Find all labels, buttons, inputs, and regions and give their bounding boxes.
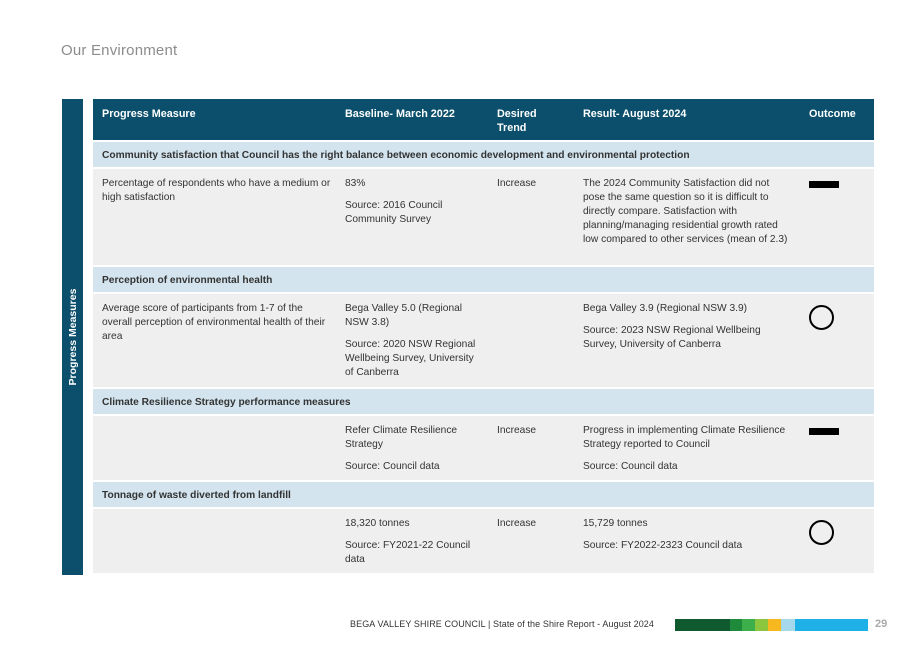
baseline-source: Source: 2020 NSW Regional Wellbeing Survey, University of Canberra [345,339,476,378]
circle-icon [809,520,834,545]
table-row [93,169,874,265]
result-source: Source: 2023 NSW Regional Wellbeing Survey, University of Canberra [583,325,761,350]
baseline-cell [345,517,485,567]
strip-segment [768,619,781,631]
dash-icon [809,181,839,188]
baseline-value: 83% [345,178,366,189]
baseline-source: Source: 2016 Council Community Survey [345,200,443,225]
baseline-value: Refer Climate Resilience Strategy [345,425,458,450]
baseline-cell [345,177,485,227]
result-cell [583,424,788,474]
table-row [93,294,874,387]
trend-cell: Increase [497,518,537,529]
result-value: Progress in implementing Climate Resilience Strategy reported to Council [583,425,786,450]
header-desired-trend: Desired Trend [497,108,537,134]
header-baseline: Baseline- March 2022 [345,108,455,120]
side-bar-label: Progress Measures [66,288,79,386]
strip-segment [755,619,768,631]
result-source: Source: Council data [583,461,678,472]
measure-cell: Average score of participants from 1-7 of the overall perception of environmental health of their area [102,303,326,342]
strip-segment [742,619,755,631]
result-value: 15,729 tonnes [583,518,648,529]
baseline-value: Bega Valley 5.0 (Regional NSW 3.8) [345,303,463,328]
strip-segment [795,619,868,631]
baseline-value: 18,320 tonnes [345,518,410,529]
result-value: Bega Valley 3.9 (Regional NSW 3.9) [583,303,748,314]
result-cell [583,517,788,553]
result-cell [583,302,788,352]
baseline-source: Source: Council data [345,461,440,472]
dash-icon [809,428,839,435]
strip-segment [781,619,795,631]
section-row [93,389,874,414]
header-result: Result- August 2024 [583,108,687,120]
side-bar [62,99,83,575]
trend-cell: Increase [497,178,537,189]
table-row [93,416,874,480]
page-title: Our Environment [61,42,178,59]
section-title: Perception of environmental health [102,275,273,286]
section-row [93,482,874,507]
circle-icon [809,305,834,330]
page-number: 29 [875,618,888,630]
footer-color-strip [675,619,868,631]
baseline-source: Source: FY2021-22 Council data [345,540,471,565]
baseline-cell [345,424,485,474]
header-outcome: Outcome [809,108,856,120]
result-cell: The 2024 Community Satisfaction did not pose the same question so it is difficult to directly compare. Satisfaction with planning/managing residential growth rated low compared to other services (mean of 2.3) [583,178,788,245]
strip-segment [730,619,742,631]
footer-text: BEGA VALLEY SHIRE COUNCIL | State of the Shire Report - August 2024 [350,619,655,629]
table-row [93,509,874,573]
section-title: Community satisfaction that Council has the right balance between economic development and environmental protection [102,150,690,161]
header-progress-measure: Progress Measure [102,108,196,120]
trend-cell: Increase [497,425,537,436]
progress-table [93,99,874,573]
section-row [93,267,874,292]
baseline-cell [345,302,485,380]
section-title: Climate Resilience Strategy performance measures [102,397,351,408]
result-source: Source: FY2022-2323 Council data [583,540,743,551]
strip-segment [675,619,730,631]
measure-cell: Percentage of respondents who have a medium or high satisfaction [102,178,331,203]
section-title: Tonnage of waste diverted from landfill [102,490,291,501]
table-header-row [93,99,874,140]
section-row [93,142,874,167]
